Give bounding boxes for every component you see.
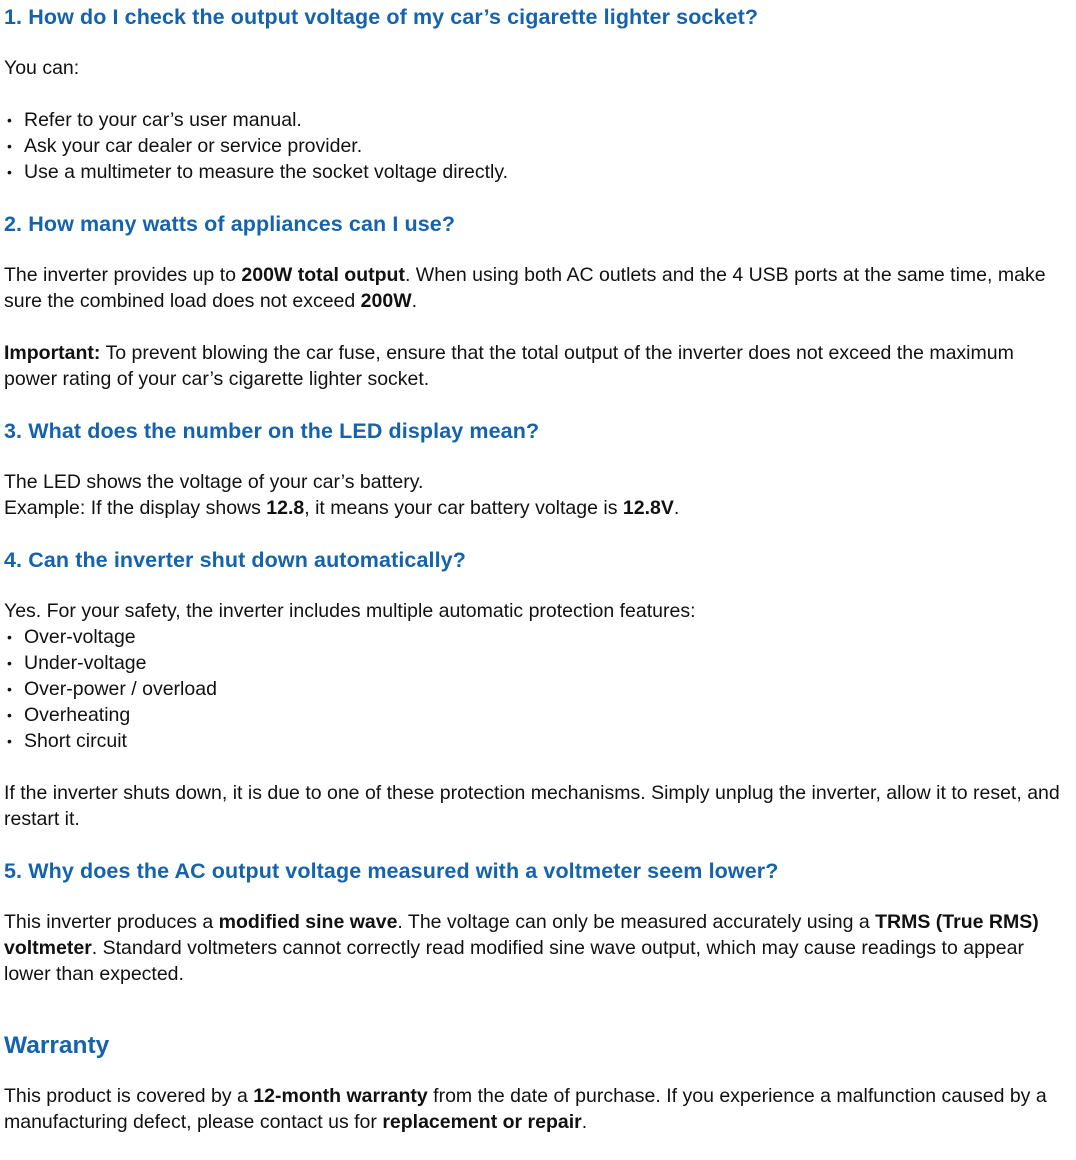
faq-intro-1: You can: — [4, 57, 80, 79]
faq-answer-3-line-1: The LED shows the voltage of your car’s battery. — [4, 471, 424, 493]
warranty-section — [4, 1031, 1072, 1135]
faq-answer-3-line-2: Example: If the display shows 12.8, it means your car battery voltage is 12.8V. — [4, 497, 680, 519]
faq-section-1 — [4, 4, 1072, 185]
list-item: • Overheating — [4, 702, 1072, 728]
faq-outro-4: If the inverter shuts down, it is due to one of these protection mechanisms. Simply unplug the inverter, allow it to reset, and restart it. — [4, 782, 1060, 830]
list-item: • Refer to your car’s user manual. — [4, 107, 1072, 133]
faq-question-4: 4. Can the inverter shut down automatically? — [4, 548, 466, 572]
faq-question-3: 3. What does the number on the LED display mean? — [4, 419, 540, 443]
faq-question-5: 5. Why does the AC output voltage measured with a voltmeter seem lower? — [4, 859, 779, 883]
list-item: • Over-voltage — [4, 624, 1072, 650]
faq-document — [4, 4, 1072, 1135]
faq-answer-5: This inverter produces a modified sine wave. The voltage can only be measured accurately using a TRMS (True RMS) voltmeter. Standard voltmeters cannot correctly read modified sine wave output, which may cause readings to appear lower than expected. — [4, 911, 1039, 985]
warranty-heading: Warranty — [4, 1032, 110, 1059]
faq-section-2 — [4, 211, 1072, 392]
faq-bullet-list-4 — [4, 624, 1072, 754]
faq-section-5 — [4, 858, 1072, 987]
faq-question-1: 1. How do I check the output voltage of my car’s cigarette lighter socket? — [4, 5, 759, 29]
list-item: • Under-voltage — [4, 650, 1072, 676]
faq-answer-3 — [4, 469, 1072, 521]
faq-intro-4: Yes. For your safety, the inverter includes multiple automatic protection features: — [4, 600, 696, 622]
warranty-body: This product is covered by a 12-month warranty from the date of purchase. If you experience a malfunction caused by a manufacturing defect, please contact us for replacement or repair. — [4, 1085, 1047, 1133]
faq-question-2: 2. How many watts of appliances can I use? — [4, 212, 456, 236]
list-item: • Use a multimeter to measure the socket voltage directly. — [4, 159, 1072, 185]
list-item: • Ask your car dealer or service provider. — [4, 133, 1072, 159]
faq-answer-2-para-1: The inverter provides up to 200W total output. When using both AC outlets and the 4 USB ports at the same time, make sure the combined load does not exceed 200W. — [4, 264, 1046, 312]
list-item: • Over-power / overload — [4, 676, 1072, 702]
faq-bullet-list-1 — [4, 107, 1072, 185]
list-item: • Short circuit — [4, 728, 1072, 754]
faq-answer-2-para-2: Important: To prevent blowing the car fuse, ensure that the total output of the inverter does not exceed the maximum power rating of your car’s cigarette lighter socket. — [4, 342, 1014, 390]
faq-section-4 — [4, 547, 1072, 832]
faq-section-3 — [4, 418, 1072, 521]
